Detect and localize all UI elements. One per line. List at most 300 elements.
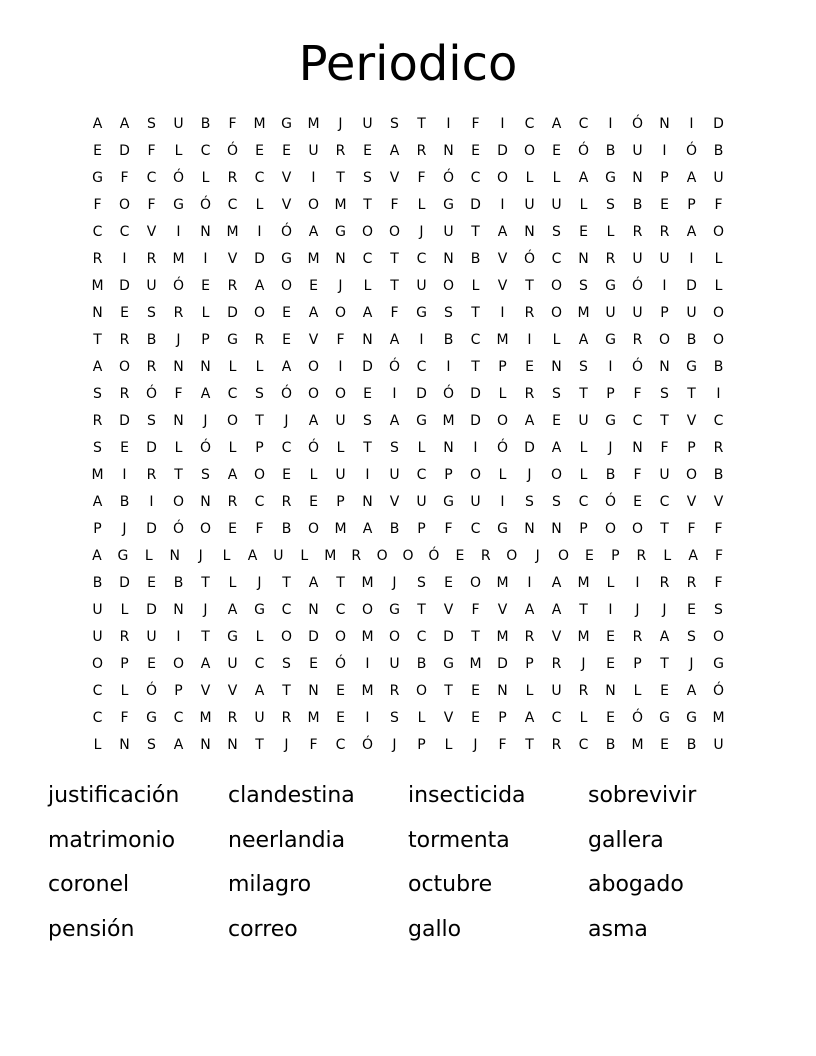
grid-letter: L	[714, 251, 723, 267]
grid-letter: R	[524, 386, 535, 402]
grid-letter: T	[660, 521, 669, 537]
grid-letter: M	[361, 683, 374, 699]
grid-letter: P	[417, 737, 426, 753]
grid-letter: S	[255, 386, 264, 402]
grid-letter: S	[147, 413, 156, 429]
grid-letter: Ó	[631, 710, 644, 726]
grid-letter: N	[443, 251, 454, 267]
grid-letter: B	[686, 332, 697, 348]
grid-letter: M	[361, 575, 374, 591]
grid-letter: P	[660, 170, 669, 186]
grid-letter: N	[169, 548, 180, 564]
grid-letter: Ó	[172, 521, 185, 537]
grid-letter: U	[605, 305, 616, 321]
grid-letter: U	[335, 413, 346, 429]
grid-letter: M	[577, 629, 590, 645]
grid-letter: D	[497, 656, 508, 672]
grid-letter: R	[686, 575, 697, 591]
grid-letter: N	[632, 170, 643, 186]
grid-letter: N	[524, 521, 535, 537]
grid-letter: Ó	[172, 170, 185, 186]
grid-letter: O	[172, 494, 185, 510]
grid-row	[84, 462, 732, 489]
grid-letter: T	[687, 386, 696, 402]
grid-letter: G	[227, 629, 238, 645]
grid-row	[84, 327, 732, 354]
grid-letter: N	[443, 143, 454, 159]
grid-letter: J	[581, 656, 586, 672]
grid-row	[84, 651, 732, 678]
grid-letter: O	[388, 629, 401, 645]
grid-letter: C	[362, 251, 373, 267]
grid-letter: U	[686, 305, 697, 321]
grid-letter: A	[389, 143, 400, 159]
word-list-item: insecticida	[408, 783, 526, 808]
grid-letter: B	[470, 251, 481, 267]
grid-letter: E	[363, 143, 372, 159]
grid-letter: I	[365, 710, 370, 726]
grid-letter: L	[606, 224, 615, 240]
grid-letter: O	[469, 575, 482, 591]
grid-letter: O	[712, 629, 725, 645]
grid-letter: L	[714, 278, 723, 294]
grid-letter: A	[254, 278, 265, 294]
grid-letter: E	[228, 521, 237, 537]
grid-letter: N	[92, 305, 103, 321]
word-list-item: matrimonio	[48, 827, 176, 853]
grid-letter: L	[309, 467, 318, 483]
grid-letter: T	[363, 440, 372, 456]
grid-letter: Ó	[334, 656, 347, 672]
grid-letter: P	[660, 305, 669, 321]
grid-letter: Ó	[145, 386, 158, 402]
grid-letter: Ó	[226, 143, 239, 159]
grid-letter: L	[222, 548, 231, 564]
grid-letter: L	[174, 440, 183, 456]
grid-letter: D	[119, 143, 130, 159]
grid-letter: U	[713, 170, 724, 186]
grid-letter: V	[551, 629, 562, 645]
grid-letter: O	[253, 305, 266, 321]
grid-letter: R	[351, 548, 362, 564]
grid-letter: R	[713, 440, 724, 456]
grid-letter: I	[662, 278, 667, 294]
grid-letter: C	[632, 413, 643, 429]
grid-letter: F	[714, 521, 723, 537]
grid-letter: Ó	[172, 278, 185, 294]
grid-letter: E	[606, 656, 615, 672]
grid-letter: U	[173, 116, 184, 132]
grid-letter: U	[713, 737, 724, 753]
grid-letter: I	[608, 359, 613, 375]
grid-letter: P	[120, 656, 129, 672]
grid-letter: U	[389, 656, 400, 672]
grid-letter: S	[525, 494, 534, 510]
grid-row	[84, 516, 732, 543]
grid-letter: O	[334, 305, 347, 321]
grid-letter: T	[525, 278, 534, 294]
grid-letter: A	[524, 710, 535, 726]
grid-letter: Ó	[280, 224, 293, 240]
grid-letter: N	[632, 440, 643, 456]
grid-letter: T	[471, 305, 480, 321]
grid-letter: R	[524, 305, 535, 321]
grid-letter: A	[524, 602, 535, 618]
grid-letter: F	[120, 170, 129, 186]
grid-letter: S	[552, 224, 561, 240]
grid-letter: U	[659, 467, 670, 483]
grid-row	[84, 435, 732, 462]
grid-letter: S	[363, 413, 372, 429]
grid-letter: A	[92, 116, 103, 132]
grid-letter: S	[363, 170, 372, 186]
grid-letter: U	[524, 197, 535, 213]
grid-letter: T	[471, 359, 480, 375]
grid-row	[84, 354, 732, 381]
grid-letter: R	[480, 548, 491, 564]
grid-letter: R	[605, 251, 616, 267]
grid-letter: O	[199, 521, 212, 537]
grid-letter: V	[497, 602, 508, 618]
grid-letter: P	[444, 467, 453, 483]
grid-letter: L	[174, 143, 183, 159]
grid-letter: J	[338, 116, 343, 132]
grid-row	[84, 570, 732, 597]
grid-letter: F	[390, 305, 399, 321]
grid-letter: G	[146, 710, 157, 726]
grid-row	[84, 624, 732, 651]
grid-letter: A	[308, 224, 319, 240]
grid-letter: U	[92, 602, 103, 618]
grid-letter: J	[257, 575, 262, 591]
grid-letter: U	[362, 116, 373, 132]
grid-letter: L	[579, 467, 588, 483]
grid-letter: C	[335, 737, 346, 753]
grid-letter: R	[119, 332, 130, 348]
grid-letter: L	[255, 197, 264, 213]
grid-letter: O	[550, 278, 563, 294]
grid-letter: U	[659, 251, 670, 267]
grid-letter: C	[659, 494, 670, 510]
grid-letter: D	[119, 278, 130, 294]
grid-letter: E	[363, 386, 372, 402]
grid-letter: P	[606, 386, 615, 402]
grid-letter: G	[227, 332, 238, 348]
grid-row	[84, 111, 732, 138]
grid-letter: M	[334, 521, 347, 537]
grid-letter: B	[686, 737, 697, 753]
grid-letter: P	[417, 521, 426, 537]
grid-letter: E	[471, 710, 480, 726]
grid-letter: R	[119, 629, 130, 645]
grid-letter: V	[227, 683, 238, 699]
grid-letter: C	[578, 737, 589, 753]
grid-letter: T	[174, 467, 183, 483]
grid-letter: N	[659, 116, 670, 132]
grid-letter: T	[471, 224, 480, 240]
grid-letter: F	[147, 197, 156, 213]
grid-letter: F	[498, 737, 507, 753]
grid-letter: U	[443, 224, 454, 240]
grid-letter: O	[523, 143, 536, 159]
grid-letter: R	[146, 251, 157, 267]
grid-letter: U	[416, 494, 427, 510]
grid-letter: J	[284, 737, 289, 753]
grid-letter: M	[307, 710, 320, 726]
grid-letter: R	[254, 332, 265, 348]
grid-letter: M	[361, 629, 374, 645]
grid-letter: S	[417, 575, 426, 591]
grid-row	[84, 165, 732, 192]
grid-letter: L	[417, 710, 426, 726]
grid-letter: I	[257, 224, 262, 240]
grid-letter: I	[689, 251, 694, 267]
grid-letter: N	[362, 494, 373, 510]
grid-letter: U	[389, 467, 400, 483]
grid-letter: D	[443, 629, 454, 645]
grid-letter: L	[552, 170, 561, 186]
grid-letter: I	[365, 467, 370, 483]
grid-letter: A	[200, 656, 211, 672]
grid-letter: S	[606, 197, 615, 213]
grid-letter: U	[227, 656, 238, 672]
grid-letter: E	[120, 305, 129, 321]
grid-letter: Ó	[631, 359, 644, 375]
grid-letter: E	[633, 494, 642, 510]
grid-letter: L	[444, 737, 453, 753]
grid-letter: D	[308, 629, 319, 645]
grid-letter: V	[686, 413, 697, 429]
grid-letter: P	[498, 710, 507, 726]
grid-letter: R	[632, 629, 643, 645]
grid-letter: G	[281, 251, 292, 267]
grid-letter: O	[253, 467, 266, 483]
grid-letter: A	[578, 332, 589, 348]
grid-letter: O	[442, 278, 455, 294]
grid-letter: S	[444, 305, 453, 321]
grid-letter: I	[419, 332, 424, 348]
grid-letter: N	[659, 359, 670, 375]
grid-letter: B	[281, 521, 292, 537]
grid-letter: N	[200, 359, 211, 375]
grid-letter: U	[335, 467, 346, 483]
grid-letter: J	[176, 332, 181, 348]
grid-letter: C	[524, 116, 535, 132]
grid-letter: A	[200, 386, 211, 402]
grid-letter: N	[200, 494, 211, 510]
grid-letter: V	[497, 278, 508, 294]
grid-letter: F	[715, 548, 724, 564]
word-list-item: justificación	[48, 783, 180, 808]
page-title: Periodico	[298, 36, 518, 92]
grid-letter: A	[362, 305, 373, 321]
grid-letter: L	[255, 629, 264, 645]
grid-letter: L	[255, 359, 264, 375]
grid-letter: R	[227, 278, 238, 294]
grid-letter: G	[254, 602, 265, 618]
grid-letter: R	[281, 710, 292, 726]
grid-letter: J	[689, 656, 694, 672]
grid-letter: T	[417, 602, 426, 618]
grid-letter: M	[442, 413, 455, 429]
grid-letter: B	[92, 575, 103, 591]
grid-letter: G	[686, 359, 697, 375]
grid-letter: C	[551, 710, 562, 726]
grid-letter: T	[255, 413, 264, 429]
grid-letter: C	[281, 440, 292, 456]
grid-letter: I	[473, 440, 478, 456]
grid-letter: U	[92, 629, 103, 645]
grid-letter: V	[308, 332, 319, 348]
grid-letter: E	[309, 494, 318, 510]
grid-letter: O	[496, 413, 509, 429]
grid-letter: S	[579, 359, 588, 375]
grid-letter: R	[146, 359, 157, 375]
word-list	[48, 776, 768, 954]
grid-letter: G	[659, 710, 670, 726]
grid-letter: E	[336, 683, 345, 699]
word-list-item: gallo	[408, 916, 462, 942]
grid-letter: M	[334, 197, 347, 213]
grid-letter: I	[122, 467, 127, 483]
grid-letter: E	[336, 710, 345, 726]
grid-letter: C	[92, 224, 103, 240]
grid-letter: S	[687, 629, 696, 645]
grid-letter: R	[92, 413, 103, 429]
grid-letter: D	[686, 278, 697, 294]
grid-letter: D	[227, 305, 238, 321]
grid-letter: J	[662, 602, 667, 618]
grid-letter: Ó	[577, 143, 590, 159]
grid-letter: S	[390, 710, 399, 726]
grid-letter: L	[417, 197, 426, 213]
grid-letter: L	[606, 575, 615, 591]
grid-letter: L	[201, 170, 210, 186]
grid-letter: G	[416, 413, 427, 429]
grid-letter: U	[273, 548, 284, 564]
grid-letter: E	[282, 332, 291, 348]
grid-letter: O	[506, 548, 518, 564]
grid-letter: Ó	[307, 440, 320, 456]
grid-letter: S	[390, 440, 399, 456]
grid-letter: P	[633, 656, 642, 672]
grid-letter: O	[388, 224, 401, 240]
grid-letter: N	[308, 602, 319, 618]
grid-letter: Ó	[523, 251, 536, 267]
grid-letter: I	[392, 386, 397, 402]
grid-letter: E	[552, 413, 561, 429]
grid-letter: O	[307, 386, 320, 402]
grid-letter: I	[716, 386, 721, 402]
grid-letter: J	[392, 737, 397, 753]
grid-letter: E	[660, 737, 669, 753]
grid-letter: O	[631, 521, 644, 537]
grid-letter: E	[660, 197, 669, 213]
grid-letter: P	[525, 656, 534, 672]
grid-letter: Ó	[428, 548, 440, 564]
grid-letter: E	[579, 224, 588, 240]
grid-letter: M	[324, 548, 337, 564]
grid-letter: D	[470, 197, 481, 213]
grid-letter: O	[550, 305, 563, 321]
grid-letter: G	[443, 197, 454, 213]
grid-letter: F	[687, 521, 696, 537]
grid-letter: I	[446, 359, 451, 375]
grid-letter: B	[713, 467, 724, 483]
grid-letter: G	[117, 548, 129, 564]
grid-letter: T	[390, 251, 399, 267]
grid-letter: I	[176, 224, 181, 240]
grid-letter: D	[362, 359, 373, 375]
grid-letter: A	[92, 548, 102, 564]
grid-letter: G	[173, 197, 184, 213]
grid-letter: E	[552, 143, 561, 159]
grid-row	[84, 219, 732, 246]
grid-letter: L	[120, 683, 129, 699]
grid-letter: G	[416, 305, 427, 321]
grid-letter: B	[605, 467, 616, 483]
grid-letter: U	[551, 683, 562, 699]
grid-letter: E	[687, 602, 696, 618]
grid-letter: I	[500, 494, 505, 510]
grid-letter: N	[578, 251, 589, 267]
grid-letter: E	[606, 710, 615, 726]
grid-letter: O	[496, 170, 509, 186]
grid-letter: I	[608, 116, 613, 132]
grid-letter: V	[389, 170, 400, 186]
grid-letter: F	[255, 521, 264, 537]
grid-letter: M	[577, 575, 590, 591]
grid-row	[84, 138, 732, 165]
grid-letter: O	[307, 521, 320, 537]
grid-letter: P	[687, 197, 696, 213]
grid-letter: I	[662, 143, 667, 159]
grid-letter: E	[525, 359, 534, 375]
grid-letter: B	[713, 143, 724, 159]
grid-letter: Ó	[604, 494, 617, 510]
word-list-item: octubre	[408, 872, 493, 897]
grid-letter: C	[254, 494, 265, 510]
grid-letter: G	[443, 494, 454, 510]
grid-letter: A	[308, 575, 319, 591]
grid-letter: P	[93, 521, 102, 537]
grid-letter: F	[120, 710, 129, 726]
grid-letter: U	[416, 278, 427, 294]
grid-letter: Ó	[361, 737, 374, 753]
grid-letter: A	[551, 440, 562, 456]
grid-letter: L	[201, 305, 210, 321]
grid-letter: C	[470, 521, 481, 537]
grid-letter: C	[416, 359, 427, 375]
grid-letter: L	[498, 467, 507, 483]
grid-letter: A	[688, 548, 698, 564]
grid-letter: U	[632, 143, 643, 159]
grid-letter: U	[146, 278, 157, 294]
grid-letter: O	[172, 656, 185, 672]
grid-letter: E	[201, 278, 210, 294]
grid-letter: O	[558, 548, 570, 564]
grid-letter: O	[376, 548, 388, 564]
grid-letter: E	[93, 143, 102, 159]
grid-letter: R	[227, 710, 238, 726]
grid-letter: R	[227, 494, 238, 510]
grid-letter: M	[307, 251, 320, 267]
grid-row	[84, 408, 732, 435]
word-list-item: tormenta	[408, 827, 510, 853]
grid-letter: R	[119, 386, 130, 402]
grid-letter: R	[636, 548, 647, 564]
grid-letter: B	[416, 656, 427, 672]
